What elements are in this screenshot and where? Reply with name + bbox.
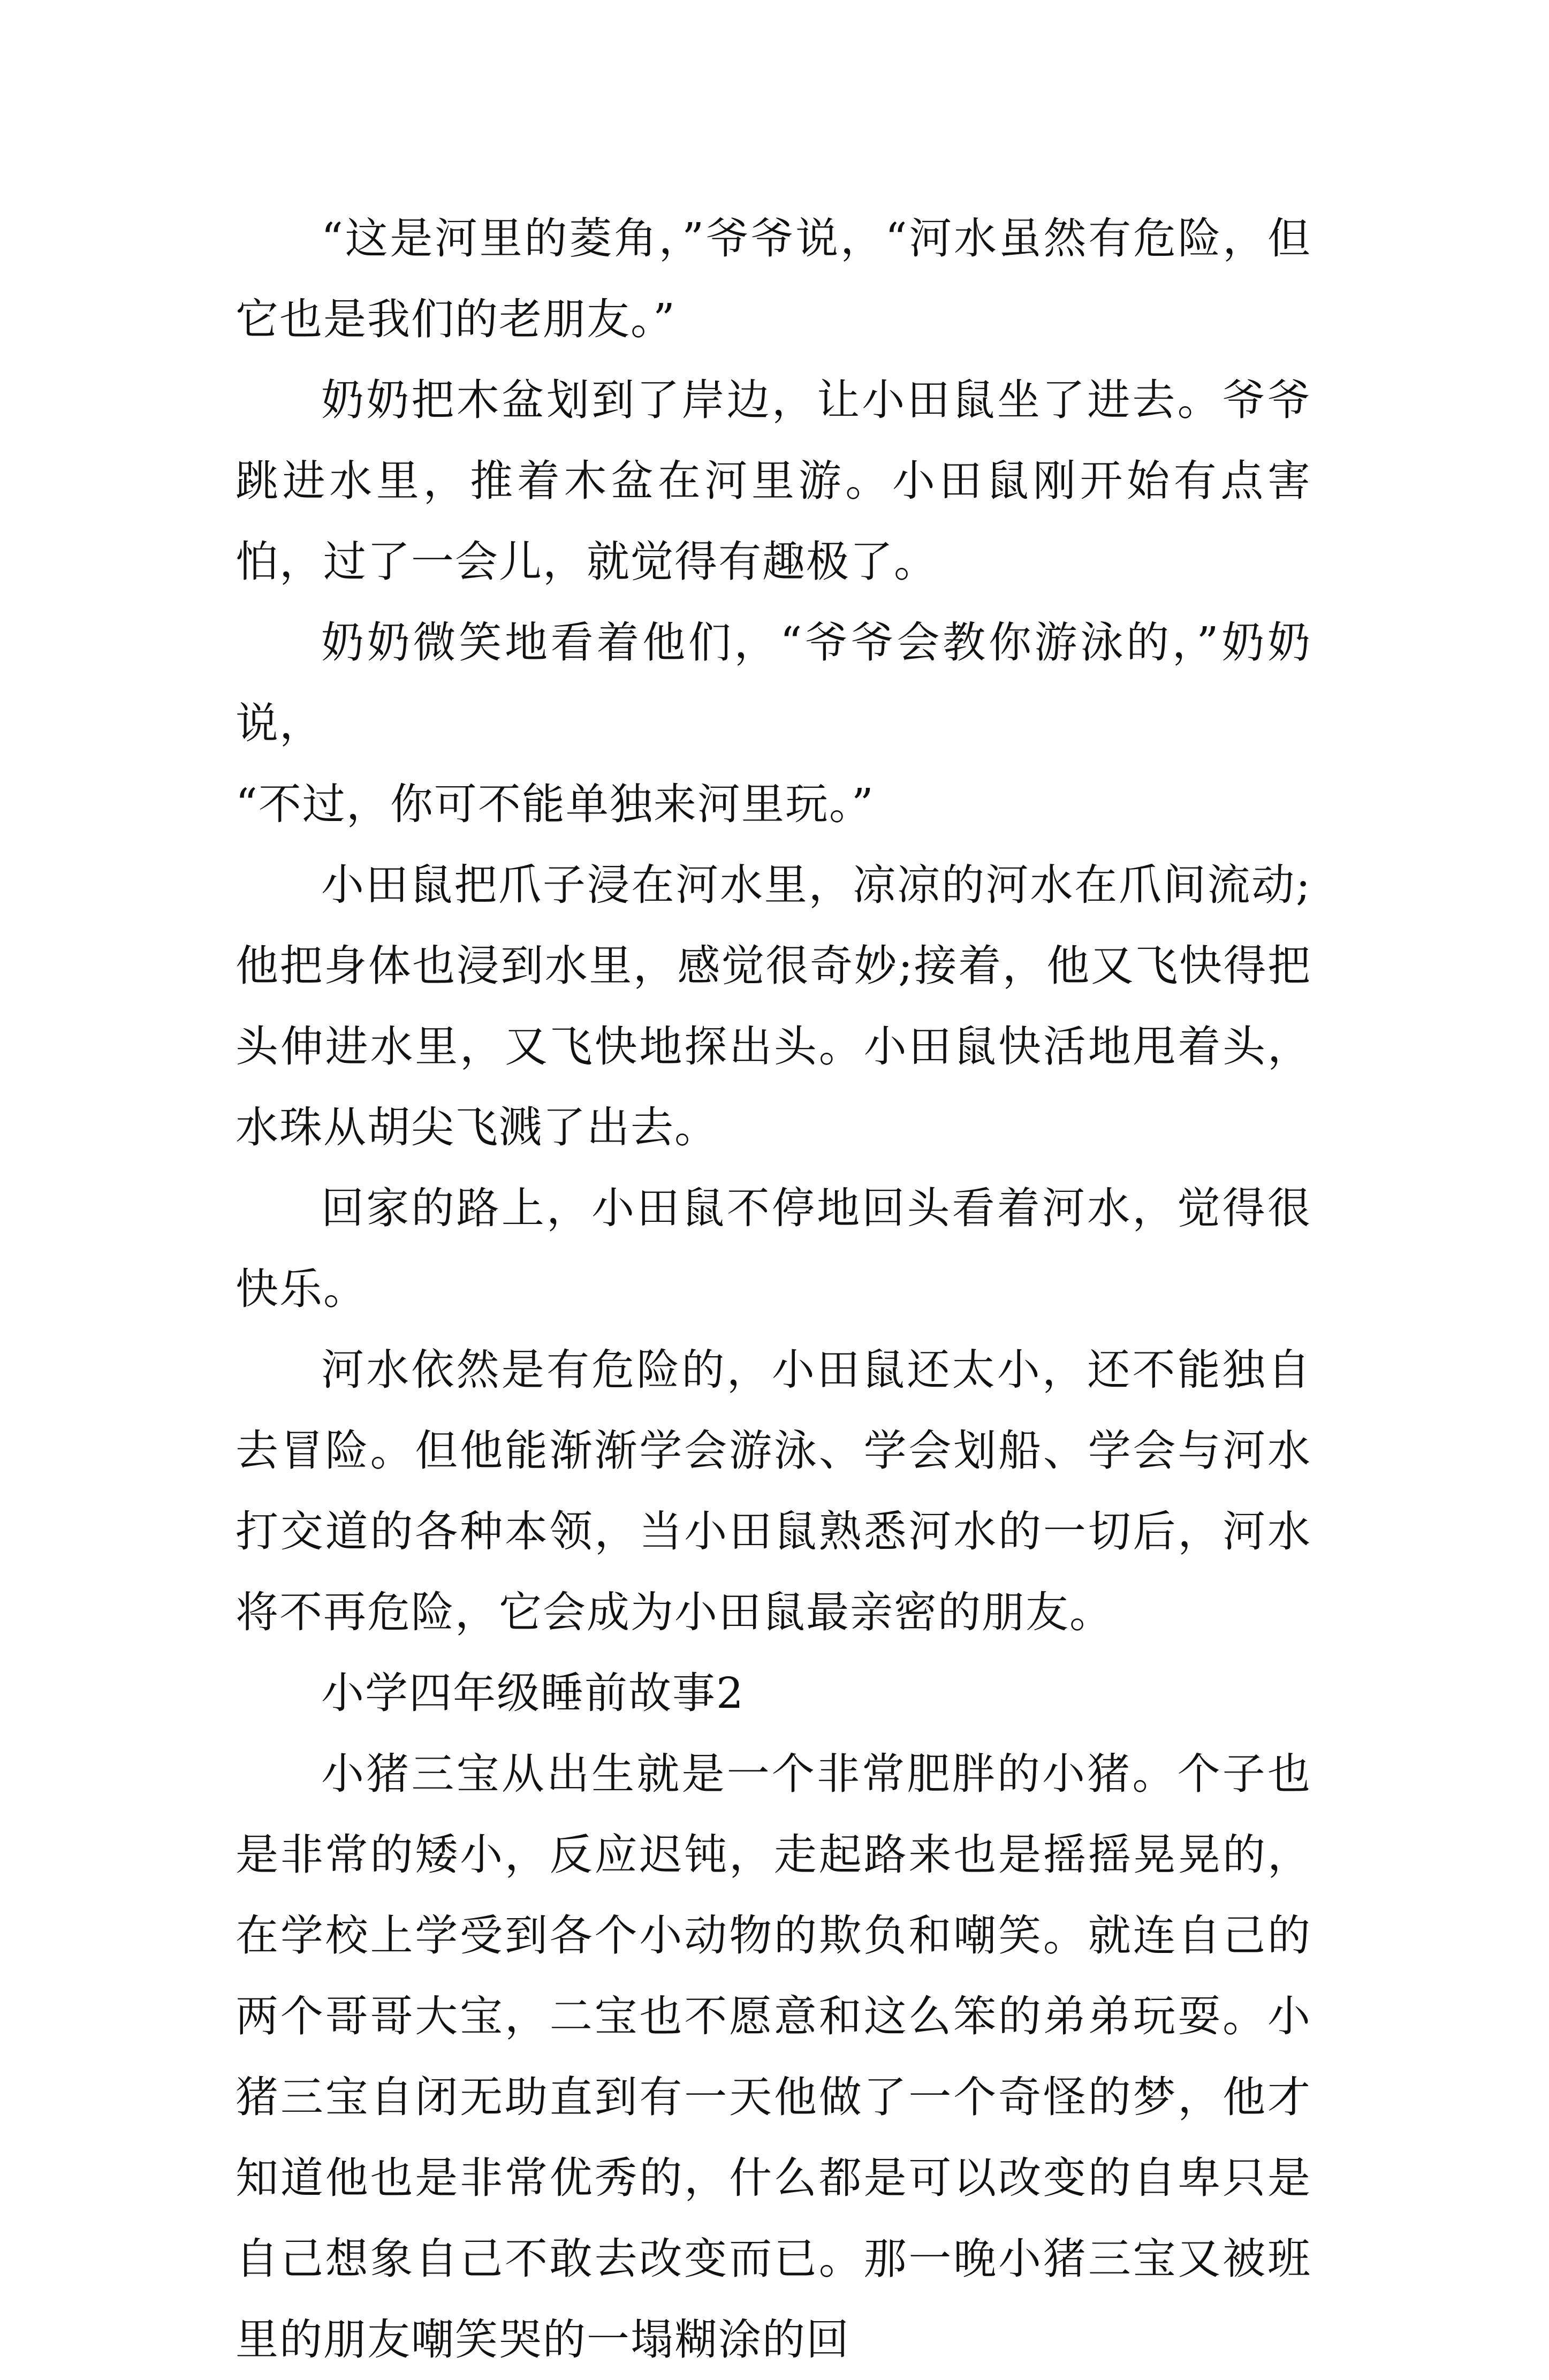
section-title: 小学四年级睡前故事2: [321, 1668, 745, 1718]
paragraph-5: 小田鼠把爪子浸在河水里，凉凉的河水在爪间流动;他把身体也浸到水里，感觉很奇妙;接着，他又飞快得把头伸进水里，又飞快地探出头。小田鼠快活地甩着头，水珠从胡尖飞溅了出去。: [236, 860, 1311, 1152]
paragraph-3: 奶奶微笑地看着他们，“爷爷会教你游泳的，”奶奶说，: [236, 618, 1311, 748]
section-paragraph-1: 小猪三宝从出生就是一个非常肥胖的小猪。个子也是非常的矮小，反应迟钝，走起路来也是摇摇晃晃的，在学校上学受到各个小动物的欺负和嘲笑。就连自己的两个哥哥大宝，二宝也不愿意和这么笨的弟弟玩耍。小猪三宝自闭无助直到有一天他做了一个奇怪的梦，他才知道他也是非常优秀的，什么都是可以改变的自卑只是自己想象自己不敢去改变而已。那一晚小猪三宝又被班里的朋友嘲笑哭的一塌糊涂的回: [236, 1749, 1311, 2364]
paragraph-1: “这是河里的菱角，”爷爷说，“河水虽然有危险，但它也是我们的老朋友。”: [236, 214, 1311, 344]
paragraph-7: 河水依然是有危险的，小田鼠还太小，还不能独自去冒险。但他能渐渐学会游泳、学会划船、学会与河水打交道的各种本领，当小田鼠熟悉河水的一切后，河水将不再危险，它会成为小田鼠最亲密的朋友。: [236, 1345, 1311, 1637]
paragraph-4: “不过，你可不能单独来河里玩。”: [236, 779, 875, 829]
document-body: [236, 198, 1311, 2380]
paragraph-6: 回家的路上，小田鼠不停地回头看着河水，觉得很快乐。: [236, 1183, 1311, 1314]
paragraph-2: 奶奶把木盆划到了岸边，让小田鼠坐了进去。爷爷跳进水里，推着木盆在河里游。小田鼠刚开始有点害怕，过了一会儿，就觉得有趣极了。: [236, 375, 1311, 587]
